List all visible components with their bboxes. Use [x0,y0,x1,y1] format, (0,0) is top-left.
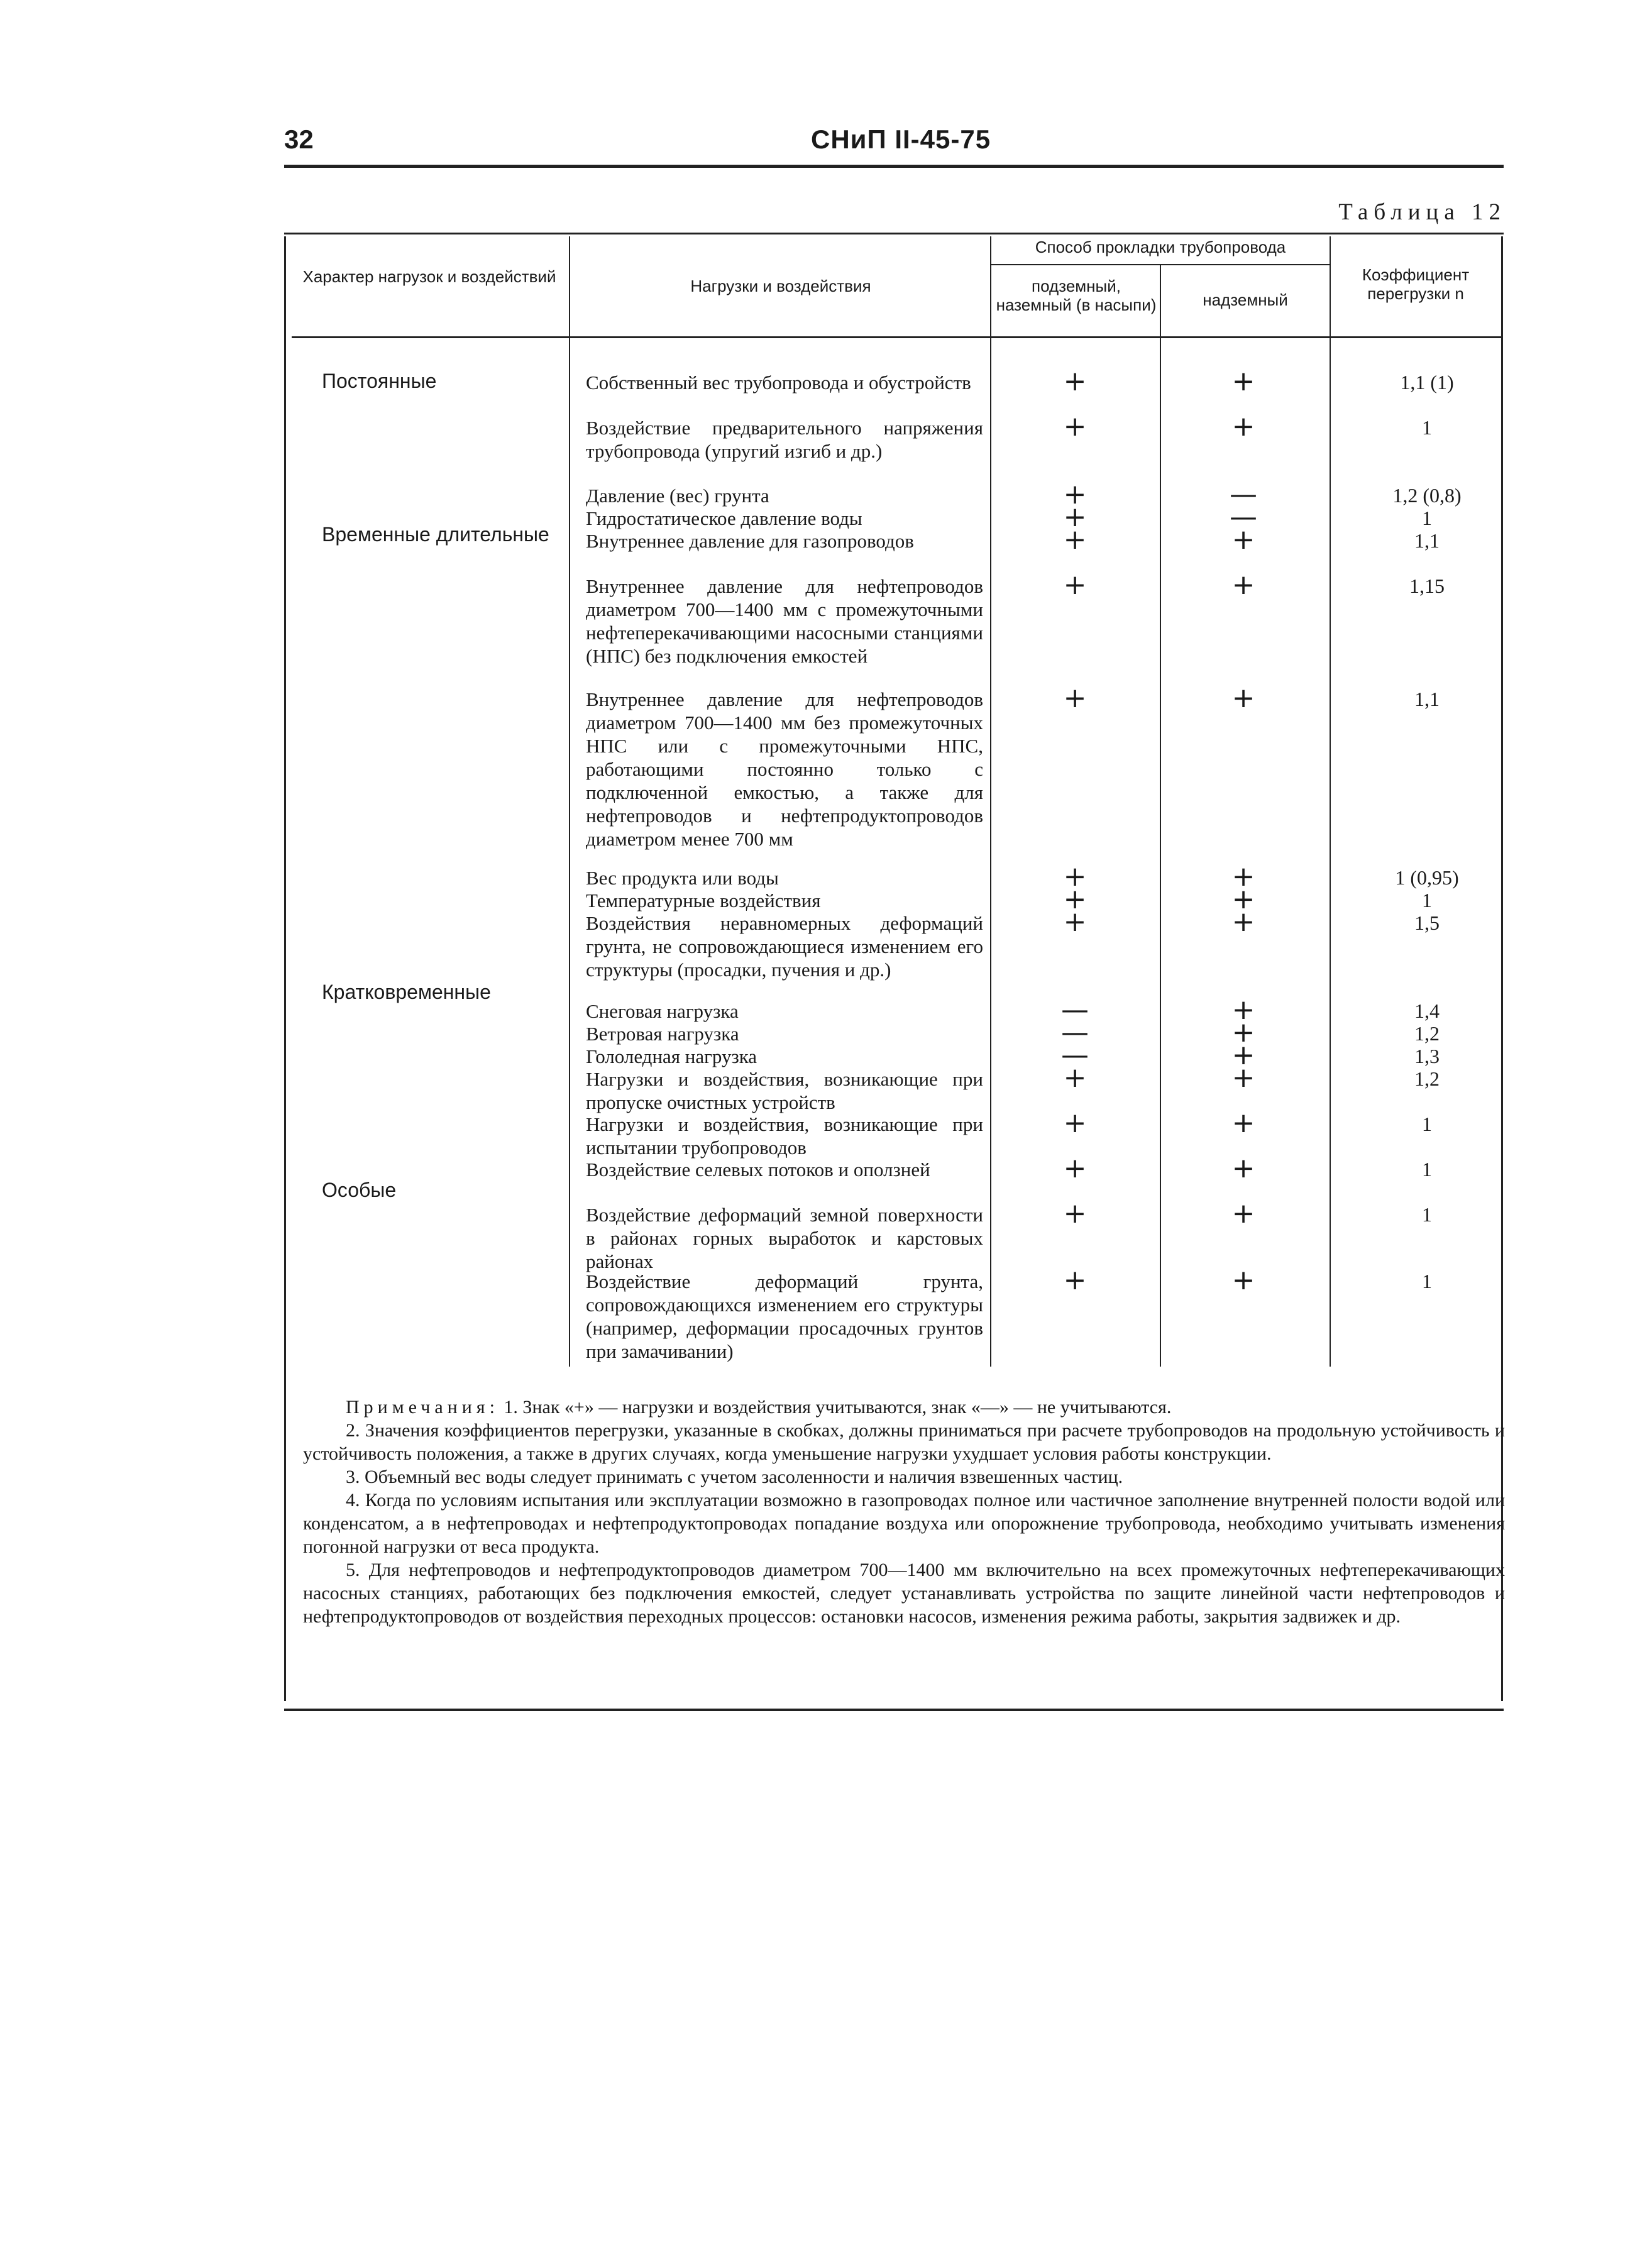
col-sep-2 [990,236,991,1367]
underground-sign: + [1063,1152,1087,1184]
table-top-rule [284,233,1504,234]
aboveground-sign: + [1231,1107,1255,1139]
underground-sign: — [1061,1039,1089,1071]
col-header-aboveground: надземный [1203,290,1288,309]
load-row: Воздействие селевых потоков и оползней [586,1159,930,1181]
aboveground-sign: — [1230,478,1257,510]
underground-sign: + [1063,861,1087,893]
aboveground-sign: + [1231,1264,1255,1296]
underground-sign: — [1061,994,1089,1026]
header-rule [284,165,1504,168]
category-special: Особые [322,1179,397,1201]
coefficient-value: 1 (0,95) [1395,866,1459,889]
aboveground-sign: + [1231,569,1255,601]
note-2: 2. Значения коэффициентов перегрузки, указанные в скобках, должны приниматься при расчете трубопроводов на продольную устойчивость и устойчивость положения, а также в других случаях, когда уменьшение нагрузки ухудшает условия работы конструкции. [303,1420,1505,1464]
underground-sign: — [1061,1016,1089,1049]
aboveground-sign: + [1231,682,1255,714]
load-row: Гидростатическое давление воды [586,507,862,529]
note-1-text: 1. Знак «+» — нагрузки и воздействия учитываются, знак «—» — не учитываются. [504,1397,1172,1418]
underground-sign: + [1063,1107,1087,1139]
load-row: Внутреннее давление для газопроводов [586,530,914,552]
note-5: 5. Для нефтепроводов и нефтепродуктопроводов диаметром 700—1400 мм включительно на всех промежуточных нефтеперекачивающих насосных станциях, работающих без подключения емкостей, следует устанавливать устройства по защите линейной части нефтепроводов и нефтепродуктопроводов от воздействия переходных процессов: остановки насосов, изменения режима работы, закрытия задвижек и др. [303,1560,1505,1627]
underground-sign: + [1063,883,1087,915]
coefficient-value: 1 [1422,1113,1432,1135]
note-1 [303,1396,1505,1419]
notes-label: Примечания: [346,1397,499,1418]
coefficient-value: 1 [1422,507,1432,529]
header-bottom-rule [292,336,1501,338]
load-row: Воздействие деформаций земной поверхности в районах горных выработок и карстовых районах [586,1204,983,1272]
load-row: Вес продукта или воды [586,867,779,889]
coefficient-value: 1,2 [1414,1022,1440,1045]
coefficient-value: 1,1 (1) [1400,371,1454,394]
load-row: Воздействие предварительного напряжения трубопровода (упругий изгиб и др.) [586,417,983,462]
underground-sign: + [1063,365,1087,397]
load-row: Нагрузки и воздействия, возникающие при испытании трубопроводов [586,1113,983,1159]
underground-sign: + [1063,478,1087,510]
note-3: 3. Объемный вес воды следует принимать с учетом засоленности и наличия взвешенных частиц. [346,1467,1123,1487]
coefficient-value: 1 [1422,1158,1432,1181]
coefficient-value: 1 [1422,1203,1432,1226]
category-permanent: Постоянные [322,370,437,392]
coefficient-value: 1,3 [1414,1045,1440,1067]
table-title: Таблица 12 [1338,199,1506,225]
aboveground-sign: + [1231,365,1255,397]
coefficient-value: 1,5 [1414,911,1440,934]
aboveground-sign: + [1231,883,1255,915]
coefficient-value: 1,4 [1414,999,1440,1022]
load-row: Воздействия неравномерных деформаций грунта, не сопровождающиеся изменением его структуры (просадки, пучения и др.) [586,912,983,981]
aboveground-sign: + [1231,1062,1255,1094]
col-header-method: Способ прокладки трубопровода [1035,238,1286,256]
page-number: 32 [284,124,314,154]
col-header-category: Характер нагрузок и воздействий [302,267,556,286]
aboveground-sign: — [1230,501,1257,533]
coefficient-value: 1 [1422,889,1432,911]
aboveground-sign: + [1231,994,1255,1026]
aboveground-sign: + [1231,1039,1255,1071]
table-bottom-rule [284,1709,1504,1711]
coefficient-value: 1,1 [1414,688,1440,710]
col-sep-1 [569,236,570,1367]
aboveground-sign: + [1231,1198,1255,1230]
aboveground-sign: + [1231,1016,1255,1049]
col-header-underground: подземный, наземный (в насыпи) [996,277,1157,314]
coefficient-value: 1,1 [1414,529,1440,552]
table-left-border [284,236,286,1701]
document-title: СНиП II-45-75 [811,124,991,154]
load-row: Внутреннее давление для нефтепроводов диаметром 700—1400 мм без промежуточных НПС или с промежуточными НПС, работающими постоянно только с подключенной емкостью, а также для нефтепроводов и нефтепродуктопроводов диаметром менее 700 мм [586,688,983,850]
col-header-loads: Нагрузки и воздействия [690,277,871,295]
col-sep-3 [1160,265,1161,1367]
underground-sign: + [1063,1264,1087,1296]
load-row: Давление (вес) грунта [586,485,769,507]
underground-sign: + [1063,410,1087,443]
load-row: Гололедная нагрузка [586,1045,757,1067]
underground-sign: + [1063,569,1087,601]
coefficient-value: 1 [1422,416,1432,439]
load-row: Собственный вес трубопровода и обустройств [586,372,971,394]
category-short-term: Кратковременные [322,981,491,1003]
col-sep-4 [1330,236,1331,1367]
underground-sign: + [1063,1062,1087,1094]
load-row: Воздействие деформаций грунта, сопровождающихся изменением его структуры (например, деформации просадочных грунтов при замачивании) [586,1270,983,1362]
coefficient-value: 1 [1422,1270,1432,1292]
coefficient-value: 1,2 [1414,1067,1440,1090]
category-long-term: Временные длительные [322,523,549,546]
underground-sign: + [1063,524,1087,556]
load-row: Ветровая нагрузка [586,1023,739,1045]
underground-sign: + [1063,906,1087,938]
underground-sign: + [1063,501,1087,533]
aboveground-sign: + [1231,1152,1255,1184]
coefficient-value: 1,2 (0,8) [1392,484,1462,507]
aboveground-sign: + [1231,906,1255,938]
aboveground-sign: + [1231,410,1255,443]
coefficient-value: 1,15 [1409,575,1445,597]
col-header-coefficient: Коэффициент перегрузки n [1362,265,1470,303]
aboveground-sign: + [1231,861,1255,893]
aboveground-sign: + [1231,524,1255,556]
underground-sign: + [1063,682,1087,714]
load-row: Внутреннее давление для нефтепроводов диаметром 700—1400 мм с промежуточными нефтеперекачивающими насосными станциями (НПС) без подключения емкостей [586,575,983,667]
note-4: 4. Когда по условиям испытания или эксплуатации возможно в газопроводах полное или частичное заполнение внутренней полости водой или конденсатом, а в нефтепроводах и нефтепродуктопроводах попадание воздуха или опорожнение трубопровода, необходимо учитывать изменения погонной нагрузки от веса продукта. [303,1490,1505,1557]
load-row: Нагрузки и воздействия, возникающие при пропуске очистных устройств [586,1068,983,1113]
underground-sign: + [1063,1198,1087,1230]
table-notes [303,1396,1505,1628]
load-row: Снеговая нагрузка [586,1000,739,1022]
load-row: Температурные воздействия [586,889,821,911]
